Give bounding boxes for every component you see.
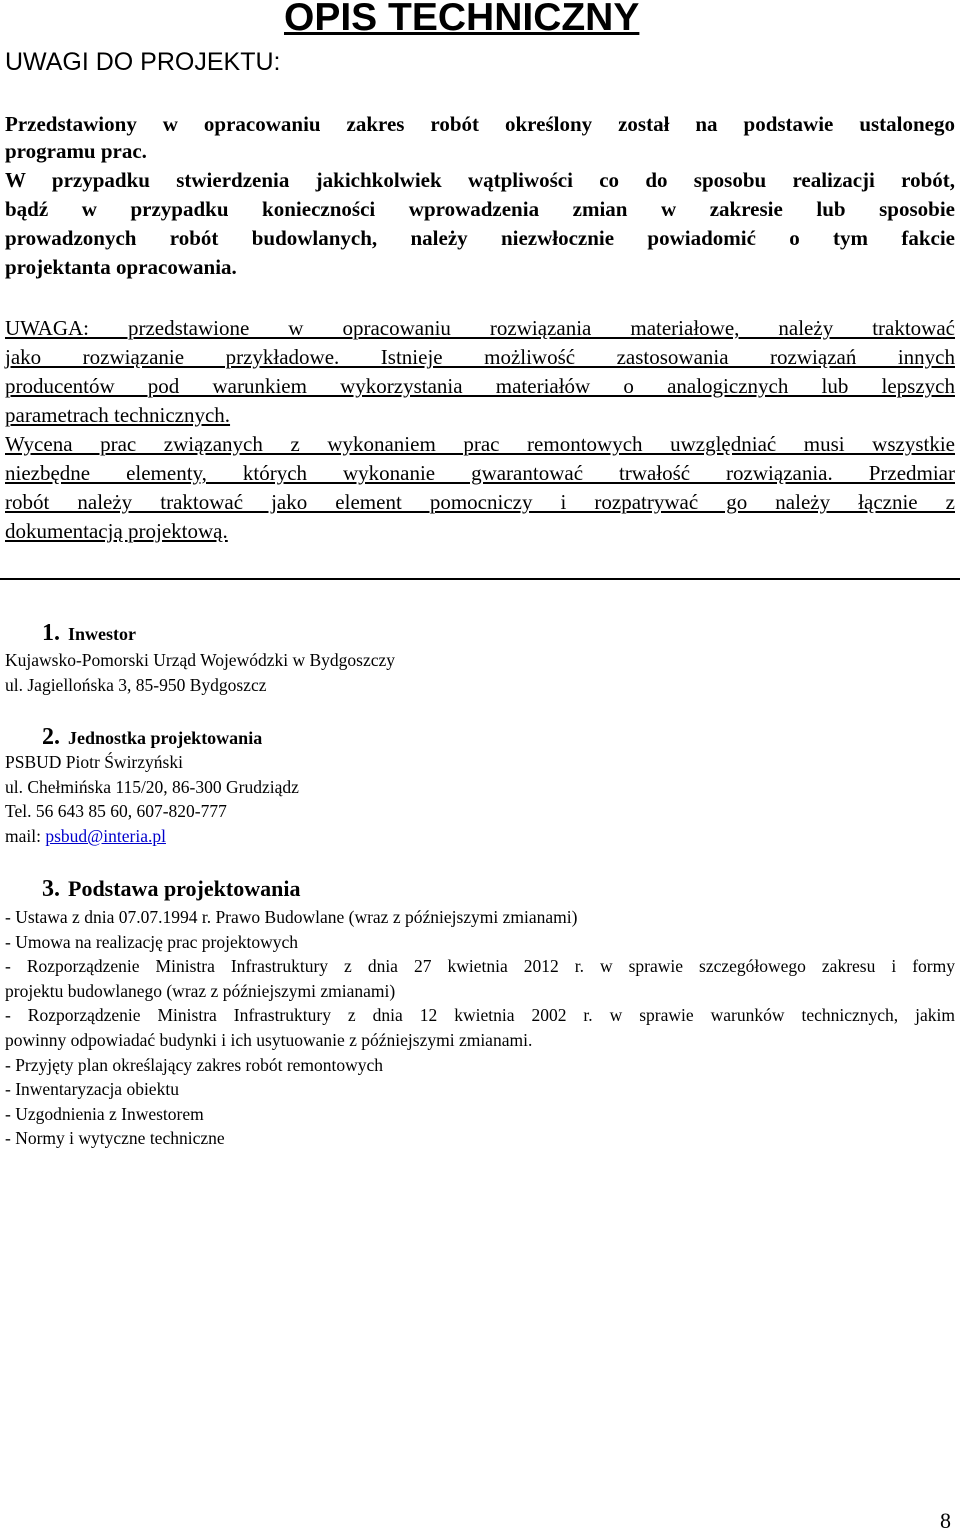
basis-item: - Rozporządzenie Ministra Infrastruktury z dnia 12 kwietnia 2002 r. w sprawie warunków technicznych, jakim (5, 1005, 955, 1026)
intro-line: W przypadku stwierdzenia jakichkolwiek wątpliwości co do sposobu realizacji robót, (5, 168, 955, 192)
section-1-heading (42, 620, 136, 647)
investor-address: ul. Jagiellońska 3, 85-950 Bydgoszcz (5, 674, 267, 695)
notice-line: parametrach technicznych. (5, 403, 231, 427)
section-title: Jednostka projektowania (68, 728, 263, 748)
section-1-body (5, 648, 395, 697)
basis-item: powinny odpowiadać budynki i ich usytuowanie z późniejszymi zmianami. (5, 1029, 533, 1050)
section-number: 3. (42, 876, 60, 902)
intro-line: bądź w przypadku konieczności wprowadzenia zmian w zakresie lub sposobie (5, 197, 955, 221)
basis-item: - Ustawa z dnia 07.07.1994 r. Prawo Budowlane (wraz z późniejszymi zmianami) (5, 907, 578, 927)
notice-paragraph (5, 314, 955, 546)
designer-mail (5, 824, 299, 849)
section-2-body (5, 750, 299, 848)
investor-name: Kujawsko-Pomorski Urząd Wojewódzki w Bydgoszczy (5, 650, 396, 670)
basis-item: - Umowa na realizację prac projektowych (5, 931, 298, 952)
notice-line: niezbędne elementy, których wykonanie gwarantować trwałość rozwiązania. Przedmiar (5, 461, 955, 485)
basis-item: - Normy i wytyczne techniczne (5, 1128, 225, 1149)
basis-item: projektu budowlanego (wraz z późniejszymi zmianami) (5, 980, 396, 1001)
notice-line: jako rozwiązanie przykładowe. Istnieje możliwość zastosowania rozwiązań innych (5, 345, 955, 369)
designer-address: ul. Chełmińska 115/20, 86-300 Grudziądz (5, 776, 299, 797)
section-number: 1. (42, 620, 60, 646)
basis-item: - Uzgodnienia z Inwestorem (5, 1103, 204, 1124)
notice-line: UWAGA: przedstawione w opracowaniu rozwiązania materiałowe, należy traktować (5, 316, 955, 340)
notice-line: dokumentacją projektową. (5, 519, 228, 543)
section-3-heading (42, 876, 300, 903)
section-title: Inwestor (68, 624, 136, 644)
section-2-heading (42, 724, 262, 751)
intro-line: prowadzonych robót budowlanych, należy niezwłocznie powiadomić o tym fakcie (5, 226, 955, 250)
intro-line: projektanta opracowania. (5, 255, 237, 279)
section-divider (0, 578, 960, 580)
email-link[interactable]: psbud@interia.pl (45, 825, 166, 846)
basis-item: - Przyjęty plan określający zakres robót remontowych (5, 1054, 384, 1075)
section-number: 2. (42, 724, 60, 750)
intro-line: Przedstawiony w opracowaniu zakres robót określony został na podstawie ustalonego (5, 112, 955, 136)
section-title: Podstawa projektowania (68, 876, 301, 901)
mail-label: mail: (5, 825, 41, 846)
notice-line: robót należy traktować jako element pomocniczy i rozpatrywać go należy łącznie z (5, 490, 955, 514)
intro-line: programu prac. (5, 139, 147, 163)
remarks-label: UWAGI DO PROJEKTU: (5, 48, 281, 76)
basis-item: - Rozporządzenie Ministra Infrastruktury z dnia 27 kwietnia 2012 r. w sprawie szczegółowego zakresu i formy (5, 956, 955, 977)
designer-name: PSBUD Piotr Świrzyński (5, 752, 183, 772)
intro-paragraph (5, 110, 955, 282)
notice-line: Wycena prac związanych z wykonaniem prac remontowych uwzględniać musi wszystkie (5, 432, 955, 456)
designer-phone: Tel. 56 643 85 60, 607-820-777 (5, 801, 227, 822)
notice-line: producentów pod warunkiem wykorzystania materiałów o analogicznych lub lepszych (5, 374, 955, 398)
page-number: 8 (940, 1508, 951, 1533)
basis-item: - Inwentaryzacja obiektu (5, 1079, 179, 1100)
section-3-body (5, 905, 955, 1151)
page-title: OPIS TECHNICZNY (284, 0, 640, 39)
